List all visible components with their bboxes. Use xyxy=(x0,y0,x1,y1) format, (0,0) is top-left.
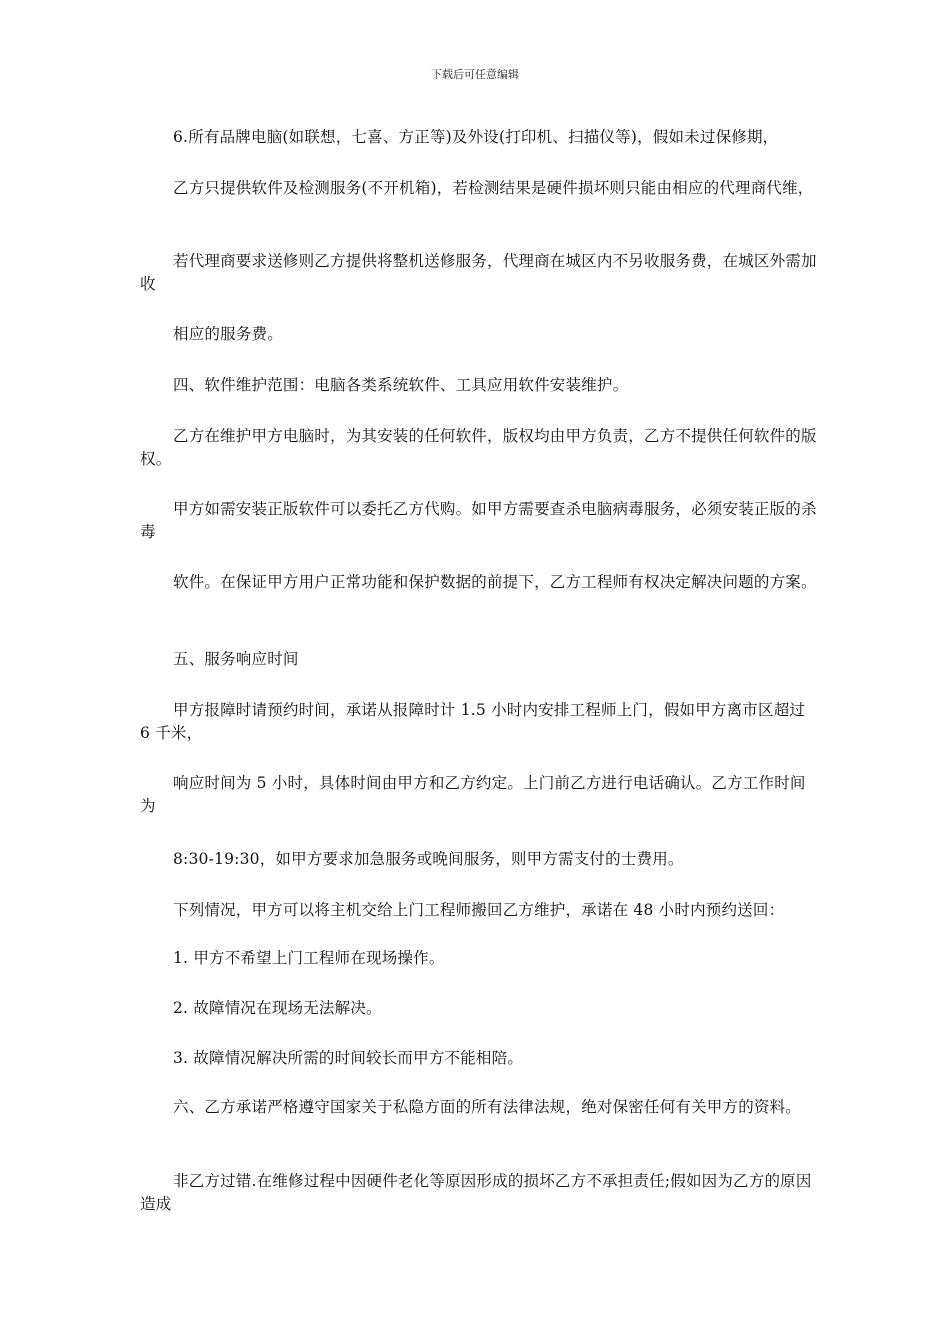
paragraph-6: 乙方在维护甲方电脑时，为其安装的任何软件，版权均由甲方负责，乙方不提供任何软件的版权。 xyxy=(140,427,817,468)
paragraph-13: 六、乙方承诺严格遵守国家关于私隐方面的所有法律法规，绝对保密任何有关甲方的资料。 xyxy=(173,1098,802,1116)
paragraph-3: 若代理商要求送修则乙方提供将整机送修服务，代理商在城区内不另收服务费，在城区外需加收 xyxy=(140,252,817,293)
paragraph-5: 四、软件维护范围：电脑各类系统软件、工具应用软件安装维护。 xyxy=(173,376,629,394)
paragraph-14: 非乙方过错.在维修过程中因硬件老化等原因形成的损坏乙方不承担责任;假如因为乙方的原因造成 xyxy=(140,1172,812,1213)
paragraph-8: 软件。在保证甲方用户正常功能和保护数据的前提下，乙方工程师有权决定解决问题的方案。 xyxy=(173,573,817,591)
paragraph-10: 响应时间为 5 小时，具体时间由甲方和乙方约定。上门前乙方进行电话确认。乙方工作时间为 xyxy=(140,774,806,815)
paragraph-1: 6.所有品牌电脑(如联想，七喜、方正等)及外设(打印机、扫描仪等)，假如未过保修期， xyxy=(173,128,779,146)
paragraph-4: 相应的服务费。 xyxy=(173,325,283,343)
list-item-2: 2. 故障情况在现场无法解决。 xyxy=(173,999,382,1017)
paragraph-9: 甲方报障时请预约时间，承诺从报障时计 1.5 小时内安排工程师上门，假如甲方离市区超过 6 千米， xyxy=(140,701,806,742)
list-item-3: 3. 故障情况解决所需的时间较长而甲方不能相陪。 xyxy=(173,1049,524,1067)
paragraph-7: 甲方如需安装正版软件可以委托乙方代购。如甲方需要查杀电脑病毒服务，必须安装正版的杀毒 xyxy=(140,500,817,541)
paragraph-12: 下列情况，甲方可以将主机交给上门工程师搬回乙方维护，承诺在 48 小时内预约送回： xyxy=(173,901,785,919)
list-item-1: 1. 甲方不希望上门工程师在现场操作。 xyxy=(173,949,445,967)
page-header: 下载后可任意编辑 xyxy=(431,68,519,81)
paragraph-11: 8:30-19:30，如甲方要求加急服务或晚间服务，则甲方需支付的士费用。 xyxy=(173,850,684,868)
paragraph-2: 乙方只提供软件及检测服务(不开机箱)，若检测结果是硬件损坏则只能由相应的代理商代维， xyxy=(173,179,814,197)
section-heading-5: 五、服务响应时间 xyxy=(173,650,299,668)
